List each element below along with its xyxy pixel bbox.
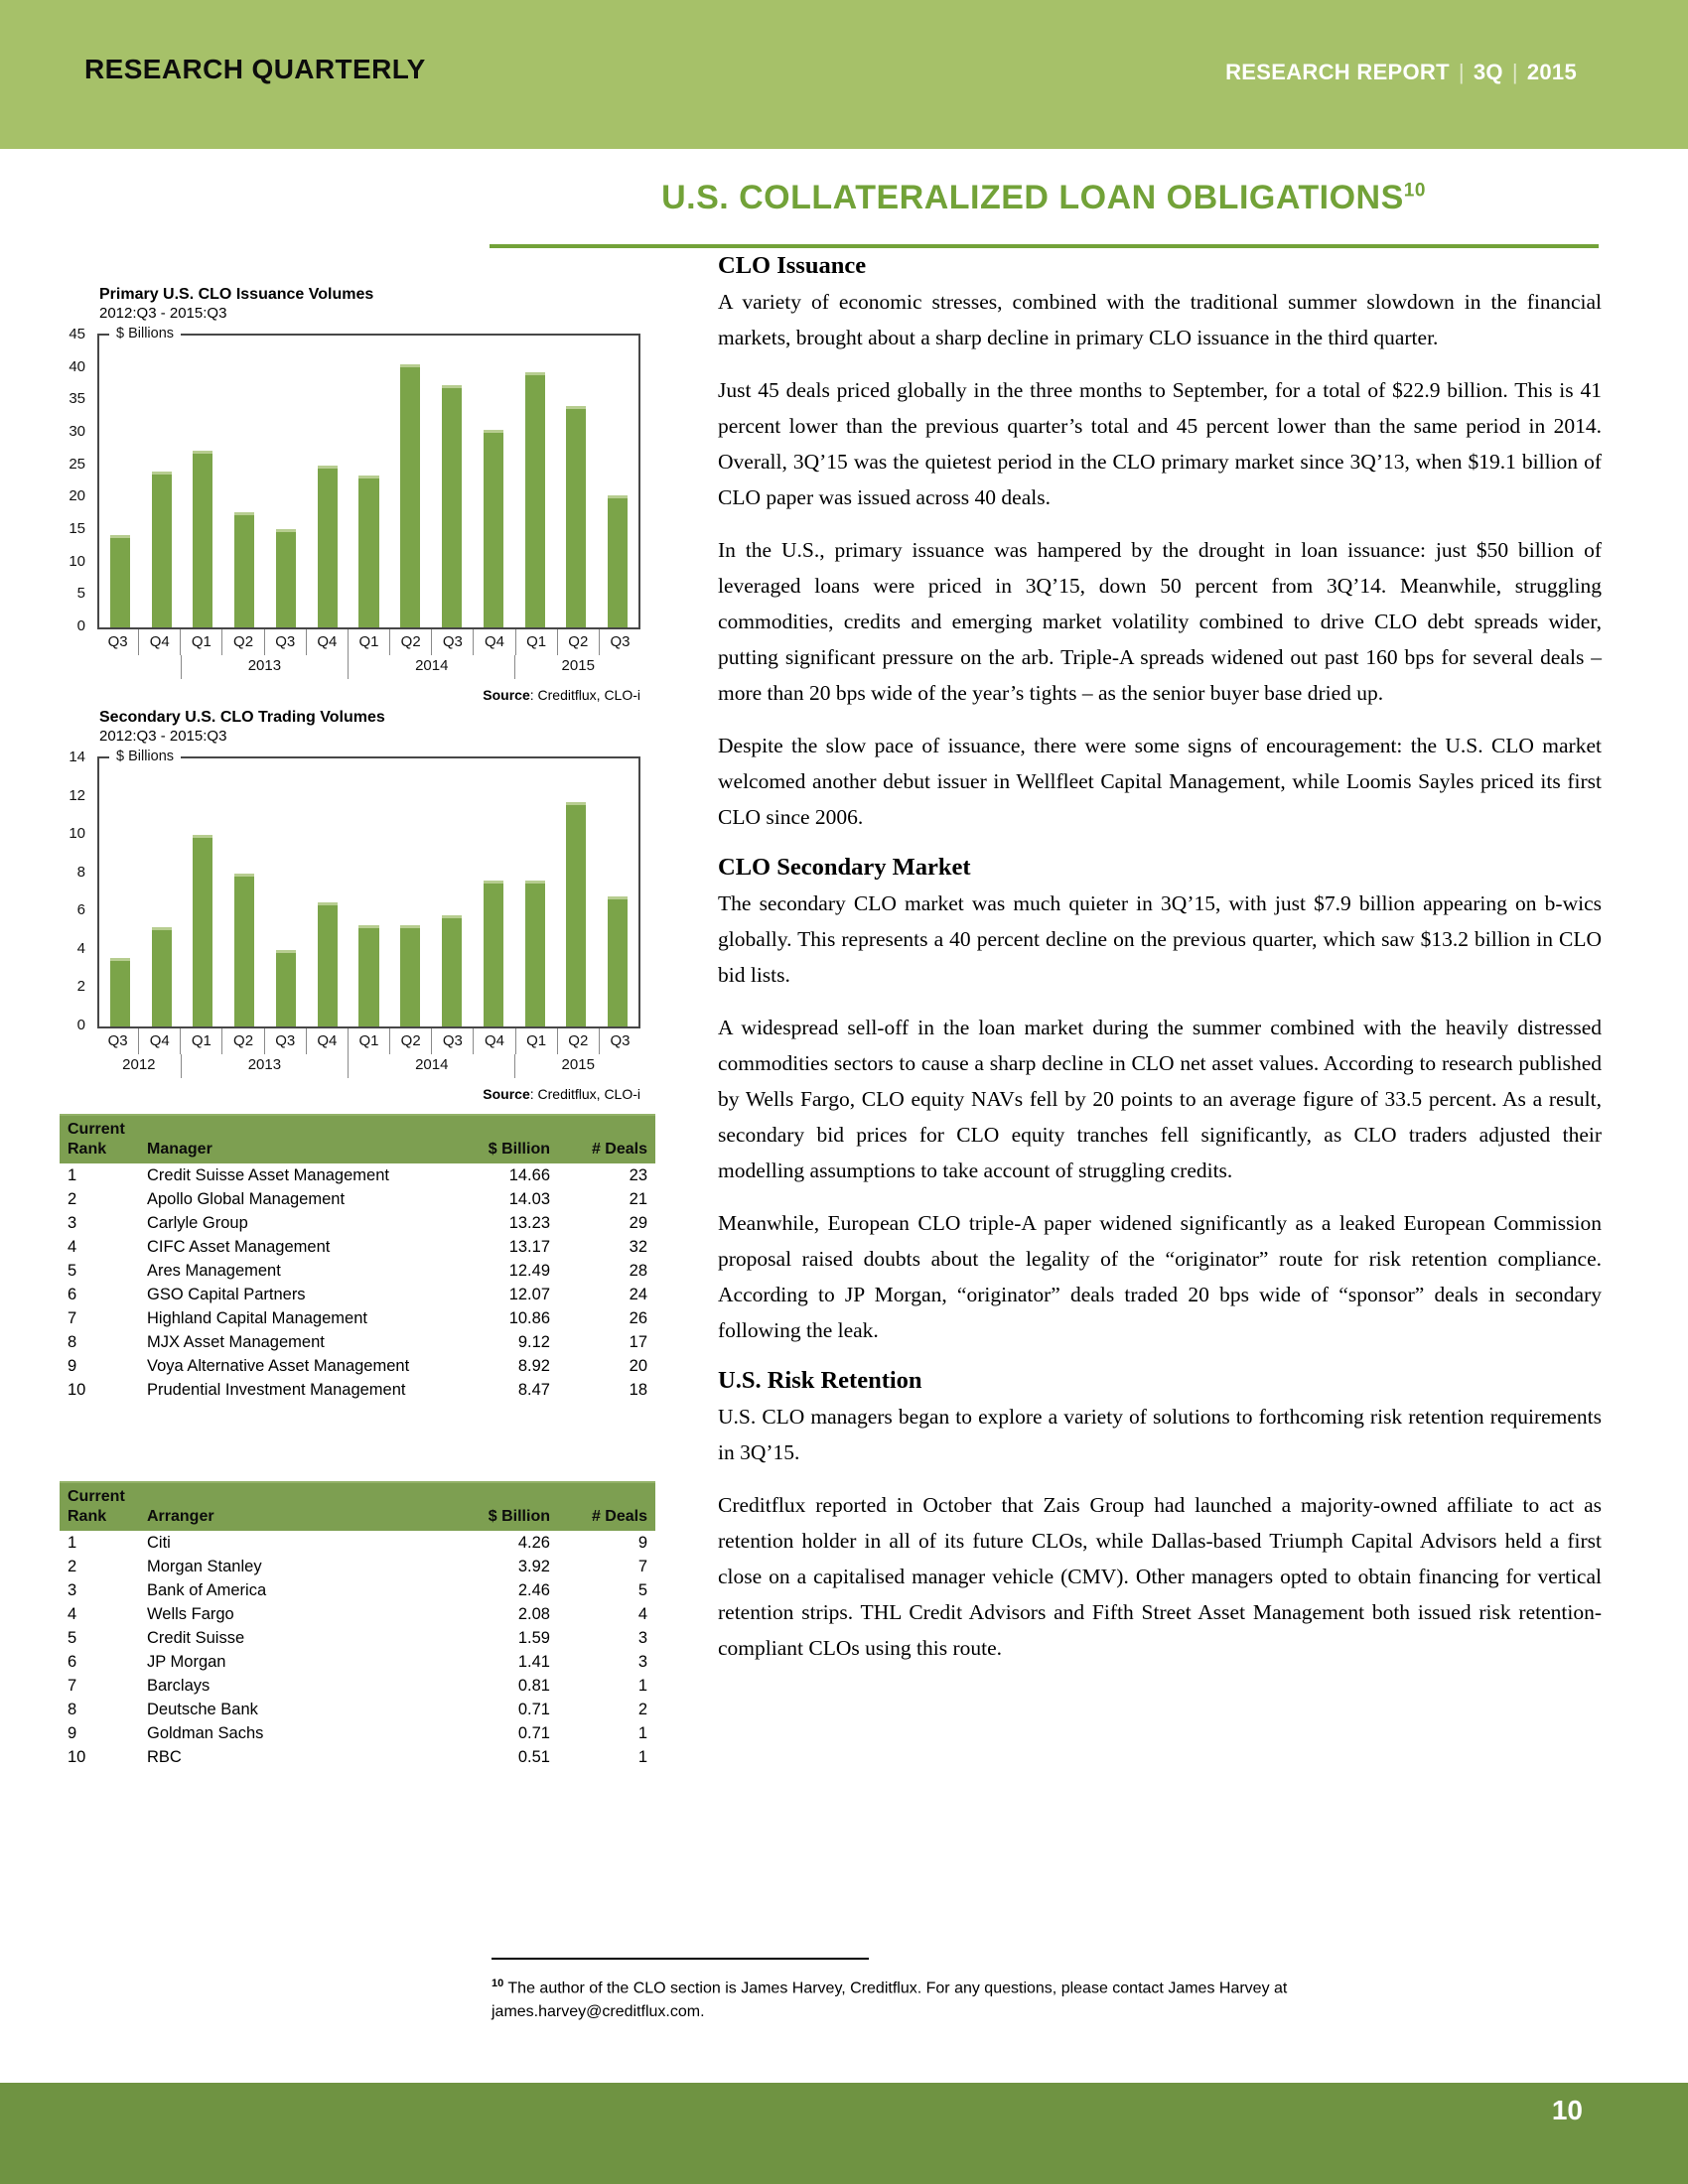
- table-cell: Citi: [147, 1533, 171, 1552]
- footnote-rule: [492, 1958, 869, 1960]
- table-cell: 3: [68, 1580, 77, 1599]
- report-label: RESEARCH REPORT: [1225, 60, 1450, 84]
- x-axis-quarter-label: Q2: [389, 629, 431, 655]
- x-axis-quarters: [97, 629, 640, 655]
- table-cell: 9: [68, 1723, 77, 1742]
- bar-Q1: [358, 476, 378, 627]
- bar-Q3: [276, 529, 296, 627]
- x-axis-quarter-label: Q2: [557, 629, 599, 655]
- x-axis-quarter-label: Q4: [473, 1028, 514, 1054]
- y-axis-tick-label: 5: [76, 585, 85, 603]
- table-header-line1: Current: [68, 1488, 125, 1505]
- body-paragraph: Creditflux reported in October that Zais Group had launched a majority-owned affiliate to act as retention holder in all of its future CLOs, while Dallas-based Triumph Capital Advisors held a first close on a capitalised manager vehicle (CMV). Other managers opted to obtain financing for vertical retention strips. THL Credit Advisors and Fifth Street Asset Management both issued risk retention-compliant CLOs using this route.: [718, 1493, 1602, 1660]
- y-axis-tick-label: 30: [69, 423, 85, 440]
- x-axis-quarter-label: Q2: [557, 1028, 599, 1054]
- x-axis-quarter-label: Q4: [138, 1028, 180, 1054]
- table-body: [60, 1531, 655, 1769]
- table-row: [60, 1163, 655, 1187]
- units-label: $ Billions: [109, 326, 181, 341]
- table-cell: 13.17: [508, 1237, 550, 1256]
- bar-Q3: [608, 495, 628, 627]
- table-row: [60, 1626, 655, 1650]
- table-cell: Deutsche Bank: [147, 1700, 258, 1718]
- y-axis: [52, 749, 91, 1033]
- table-cell: 4: [68, 1604, 77, 1623]
- x-axis-quarter-label: Q3: [431, 1028, 473, 1054]
- footnote-text: [492, 1972, 1331, 2024]
- bar-Q1: [525, 881, 545, 1026]
- table-row: [60, 1283, 655, 1306]
- publication-title: RESEARCH QUARTERLY: [84, 54, 426, 84]
- table-cell: 9: [68, 1356, 77, 1375]
- table-row: [60, 1745, 655, 1769]
- table-cell: 3: [637, 1628, 647, 1647]
- table-row: [60, 1698, 655, 1721]
- plot-wrap: [69, 326, 640, 703]
- x-axis-quarter-label: Q3: [107, 633, 128, 650]
- table-body: [60, 1163, 655, 1402]
- column-header: $ Billion: [488, 1141, 550, 1158]
- table-row: [60, 1578, 655, 1602]
- table-cell: 10.86: [508, 1308, 550, 1327]
- table-cell: Prudential Investment Management: [147, 1380, 406, 1399]
- x-axis-year-label: [97, 655, 181, 679]
- x-axis-years: [97, 655, 640, 679]
- arranger-league-table: [60, 1481, 655, 1769]
- manager-league-table: [60, 1114, 655, 1402]
- table-cell: 8: [68, 1700, 77, 1718]
- x-axis-quarter-label: Q3: [431, 629, 473, 655]
- table-cell: 8.92: [517, 1356, 550, 1375]
- table-cell: 1.59: [517, 1628, 550, 1647]
- table-cell: 12.49: [508, 1261, 550, 1280]
- bar-Q2: [234, 512, 254, 627]
- x-axis-quarter-label: Q2: [221, 629, 263, 655]
- bar-Q4: [484, 881, 503, 1026]
- table-row: [60, 1187, 655, 1211]
- table-cell: 8: [68, 1332, 77, 1351]
- table-cell: 7: [637, 1557, 647, 1575]
- bar-Q3: [110, 958, 130, 1026]
- x-axis-quarter-label: Q2: [221, 1028, 263, 1054]
- x-axis-year-label: 2014: [348, 1054, 514, 1078]
- body-paragraph: Despite the slow pace of issuance, there were some signs of encouragement: the U.S. CLO market welcomed another debut issuer in Wellfleet Capital Management, while Loomis Sayles priced its first CLO since 2006.: [718, 734, 1602, 829]
- body-paragraph: A variety of economic stresses, combined with the traditional summer slowdown in the financial markets, brought about a sharp decline in primary CLO issuance in the third quarter.: [718, 290, 1602, 349]
- primary-issuance-chart: [60, 286, 655, 703]
- bar-Q2: [400, 364, 420, 627]
- table-cell: JP Morgan: [147, 1652, 226, 1671]
- table-cell: 0.51: [517, 1747, 550, 1766]
- bar-Q4: [318, 466, 338, 627]
- y-axis-tick-label: 8: [76, 863, 85, 881]
- plot-area: [69, 326, 640, 634]
- table-cell: 17: [629, 1332, 647, 1351]
- table-cell: 0.81: [517, 1676, 550, 1695]
- y-axis-tick-label: 35: [69, 390, 85, 408]
- table-cell: 13.23: [508, 1213, 550, 1232]
- bar-Q1: [193, 835, 212, 1026]
- table-cell: Credit Suisse Asset Management: [147, 1165, 389, 1184]
- bar-Q4: [152, 927, 172, 1026]
- table-cell: 2: [637, 1700, 647, 1718]
- table-cell: 3: [637, 1652, 647, 1671]
- section-heading: U.S. Risk Retention: [718, 1367, 922, 1394]
- bar-Q3: [608, 896, 628, 1026]
- bar-Q4: [318, 902, 338, 1026]
- x-axis-quarter-label: Q1: [515, 1028, 557, 1054]
- table-cell: 1: [637, 1723, 647, 1742]
- section-heading: CLO Issuance: [718, 252, 867, 279]
- table-cell: 28: [629, 1261, 647, 1280]
- column-header: Rank: [68, 1141, 107, 1158]
- table-row: [60, 1602, 655, 1626]
- source-label: Source: [483, 1086, 530, 1102]
- x-axis-quarter-label: Q1: [348, 629, 389, 655]
- footnote-ref: 10: [492, 1978, 504, 1989]
- table-cell: Morgan Stanley: [147, 1557, 262, 1575]
- report-banner: [1225, 60, 1577, 85]
- y-axis-tick-label: 10: [69, 825, 85, 843]
- page-number: 10: [1551, 2095, 1583, 2125]
- table-header-line1: Current: [68, 1121, 125, 1138]
- x-axis-quarter-label: Q3: [599, 1028, 640, 1054]
- table-cell: 3.92: [517, 1557, 550, 1575]
- source-text: : Creditflux, CLO-i: [529, 687, 640, 703]
- x-axis-year-label: 2015: [514, 1054, 640, 1078]
- x-axis-quarter-label: Q4: [306, 1028, 348, 1054]
- y-axis-tick-label: 25: [69, 455, 85, 473]
- table-cell: 2: [68, 1557, 77, 1575]
- secondary-trading-chart: [60, 709, 655, 1102]
- table-cell: Barclays: [147, 1676, 211, 1695]
- table-cell: 12.07: [508, 1285, 550, 1303]
- table-cell: 0.71: [517, 1723, 550, 1742]
- source-label: Source: [483, 687, 530, 703]
- x-axis-quarters: [97, 1028, 640, 1054]
- table-cell: 9: [637, 1533, 647, 1552]
- units-label: $ Billions: [109, 749, 181, 764]
- header-band: [0, 0, 1688, 149]
- y-axis-tick-label: 10: [69, 552, 85, 570]
- table-cell: 1: [637, 1676, 647, 1695]
- article-body: [718, 250, 1602, 1683]
- table-cell: 5: [68, 1628, 77, 1647]
- table-row: [60, 1211, 655, 1235]
- body-paragraph: Meanwhile, European CLO triple-A paper widened significantly as a leaked European Commission proposal raised doubts about the legality of the “originator” route for risk retention compliance. According to JP Morgan, “originator” deals traded 20 bps wide of “sponsor” deals in secondary following the leak.: [718, 1211, 1602, 1342]
- x-axis-years: [97, 1054, 640, 1078]
- table-cell: 5: [637, 1580, 647, 1599]
- report-year: 2015: [1526, 60, 1577, 84]
- footer-band: [0, 2083, 1688, 2184]
- bar-Q2: [566, 406, 586, 627]
- source-note: [97, 687, 640, 703]
- table-cell: 1: [637, 1747, 647, 1766]
- y-axis: [52, 326, 91, 634]
- table-row: [60, 1330, 655, 1354]
- table-cell: 29: [629, 1213, 647, 1232]
- source-note: [97, 1086, 640, 1102]
- separator: |: [1458, 60, 1465, 84]
- table-cell: 20: [629, 1356, 647, 1375]
- plot-area: [69, 749, 640, 1033]
- table-cell: Goldman Sachs: [147, 1723, 264, 1742]
- table-cell: 10: [68, 1380, 86, 1399]
- table-cell: Voya Alternative Asset Management: [147, 1356, 410, 1375]
- column-header: Arranger: [147, 1508, 214, 1525]
- bar-Q1: [358, 925, 378, 1026]
- table-cell: Bank of America: [147, 1580, 267, 1599]
- chart-subtitle: 2012:Q3 - 2015:Q3: [99, 728, 227, 745]
- x-axis-quarter-label: Q3: [264, 1028, 306, 1054]
- table-cell: 23: [629, 1165, 647, 1184]
- bar-Q1: [193, 451, 212, 627]
- bar-Q3: [442, 915, 462, 1026]
- body-paragraph: Just 45 deals priced globally in the three months to September, for a total of $22.9 billion. This is 41 percent lower than the previous quarter’s total and 45 percent lower than the same period in 2014. Overall, 3Q’15 was the quietest period in the CLO primary market since 3Q’13, when $19.1 billion of CLO paper was issued across 40 deals.: [718, 378, 1602, 509]
- table-cell: 8.47: [517, 1380, 550, 1399]
- table-cell: 7: [68, 1308, 77, 1327]
- x-axis-quarter-label: Q1: [180, 629, 221, 655]
- table-cell: 26: [629, 1308, 647, 1327]
- table-cell: 6: [68, 1285, 77, 1303]
- table-row: [60, 1306, 655, 1330]
- table-cell: Credit Suisse: [147, 1628, 245, 1647]
- separator: |: [1511, 60, 1518, 84]
- table-header: [60, 1114, 655, 1163]
- table-row: [60, 1674, 655, 1698]
- table-cell: 0.71: [517, 1700, 550, 1718]
- body-paragraph: The secondary CLO market was much quieter in 3Q’15, with just $7.9 billion appearing on b-wics globally. This represents a 40 percent decline on the previous quarter, which saw $13.2 billion in CLO bid lists.: [718, 891, 1602, 987]
- bar-Q3: [110, 535, 130, 627]
- body-paragraph: A widespread sell-off in the loan market during the summer combined with the heavily distressed commodities sectors to cause a sharp decline in CLO net asset values. According to research published by Wells Fargo, CLO equity NAVs fell by 20 points to an average figure of 33.5 percent. As a result, secondary bid prices for CLO equity tranches fell significantly, as CLO traders adjusted their modelling assumptions to take account of struggling credits.: [718, 1016, 1602, 1182]
- x-axis-quarter-label: Q2: [389, 1028, 431, 1054]
- x-axis-quarter-label: Q4: [306, 629, 348, 655]
- x-axis-quarter-label: Q1: [348, 1028, 389, 1054]
- table-cell: CIFC Asset Management: [147, 1237, 331, 1256]
- x-axis-quarter-label: Q3: [264, 629, 306, 655]
- y-axis-tick-label: 14: [69, 749, 85, 765]
- table-row: [60, 1721, 655, 1745]
- x-axis-year-label: 2014: [348, 655, 514, 679]
- table-header-columns: [60, 1139, 655, 1160]
- table-cell: 1.41: [517, 1652, 550, 1671]
- footnote-body: The author of the CLO section is James Harvey, Creditflux. For any questions, please contact James Harvey at james.harvey@creditflux.com.: [492, 1979, 1288, 2021]
- footnote: [492, 1958, 1331, 2024]
- table-cell: 2.08: [517, 1604, 550, 1623]
- column-header: Rank: [68, 1508, 107, 1525]
- x-axis-year-label: 2013: [181, 655, 348, 679]
- table-cell: Carlyle Group: [147, 1213, 248, 1232]
- table-cell: 4: [637, 1604, 647, 1623]
- y-axis-tick-label: 40: [69, 357, 85, 375]
- table-cell: 9.12: [517, 1332, 550, 1351]
- body-paragraph: U.S. CLO managers began to explore a variety of solutions to forthcoming risk retention requirements in 3Q’15.: [718, 1405, 1602, 1464]
- y-axis-tick-label: 4: [76, 939, 85, 957]
- table-cell: 32: [629, 1237, 647, 1256]
- table-header-columns: [60, 1506, 655, 1528]
- x-axis-year-label: 2013: [181, 1054, 348, 1078]
- table-cell: 3: [68, 1213, 77, 1232]
- x-axis-quarter-label: Q1: [515, 629, 557, 655]
- bar-Q3: [442, 385, 462, 627]
- table-cell: 1: [68, 1165, 77, 1184]
- y-axis-tick-label: 6: [76, 901, 85, 919]
- y-axis-tick-label: 15: [69, 520, 85, 537]
- table-cell: 7: [68, 1676, 77, 1695]
- x-axis-quarter-label: Q4: [473, 629, 514, 655]
- table-row: [60, 1235, 655, 1259]
- y-axis-tick-label: 0: [76, 617, 85, 634]
- table-cell: 4.26: [517, 1533, 550, 1552]
- bar-Q4: [484, 430, 503, 627]
- table-cell: 18: [629, 1380, 647, 1399]
- table-cell: 5: [68, 1261, 77, 1280]
- table-cell: 6: [68, 1652, 77, 1671]
- chart-subtitle: 2012:Q3 - 2015:Q3: [99, 305, 227, 322]
- section-heading: CLO Secondary Market: [718, 854, 971, 881]
- table-cell: GSO Capital Partners: [147, 1285, 306, 1303]
- column-header: # Deals: [591, 1141, 647, 1158]
- bar-Q2: [234, 874, 254, 1026]
- table-row: [60, 1555, 655, 1578]
- table-cell: MJX Asset Management: [147, 1332, 325, 1351]
- table-cell: RBC: [147, 1747, 182, 1766]
- table-cell: 1: [68, 1533, 77, 1552]
- table-cell: 4: [68, 1237, 77, 1256]
- column-header: # Deals: [591, 1508, 647, 1525]
- y-axis-tick-label: 20: [69, 487, 85, 505]
- table-cell: 24: [629, 1285, 647, 1303]
- y-axis-tick-label: 0: [76, 1017, 85, 1033]
- page-title-text: U.S. COLLATERALIZED LOAN OBLIGATIONS: [661, 179, 1404, 216]
- bar-Q1: [525, 372, 545, 627]
- bar-Q2: [400, 925, 420, 1026]
- table-cell: Apollo Global Management: [147, 1189, 346, 1208]
- table-cell: 21: [629, 1189, 647, 1208]
- bar-Q2: [566, 802, 586, 1026]
- table-cell: Highland Capital Management: [147, 1308, 367, 1327]
- x-axis-year-label: 2012: [122, 1056, 156, 1073]
- plot-wrap: [69, 749, 640, 1102]
- table-cell: Ares Management: [147, 1261, 281, 1280]
- x-axis-quarter-label: Q4: [138, 629, 180, 655]
- x-axis-quarter-label: Q3: [107, 1032, 128, 1049]
- table-cell: 14.66: [508, 1165, 550, 1184]
- table-cell: 10: [68, 1747, 86, 1766]
- title-underline: [490, 244, 1599, 248]
- source-text: : Creditflux, CLO-i: [529, 1086, 640, 1102]
- report-quarter: 3Q: [1473, 60, 1503, 84]
- table-cell: 2.46: [517, 1580, 550, 1599]
- y-axis-tick-label: 45: [69, 326, 85, 342]
- x-axis-year-label: 2015: [514, 655, 640, 679]
- y-axis-tick-label: 12: [69, 786, 85, 804]
- chart-title: Primary U.S. CLO Issuance Volumes: [99, 286, 374, 303]
- table-row: [60, 1259, 655, 1283]
- table-cell: 2: [68, 1189, 77, 1208]
- table-cell: 14.03: [508, 1189, 550, 1208]
- table-cell: Wells Fargo: [147, 1604, 234, 1623]
- table-row: [60, 1354, 655, 1378]
- page-title: [487, 179, 1601, 217]
- x-axis-quarter-label: Q3: [599, 629, 640, 655]
- column-header: Manager: [147, 1141, 212, 1158]
- table-header: [60, 1481, 655, 1531]
- x-axis-quarter-label: Q1: [180, 1028, 221, 1054]
- bar-Q3: [276, 950, 296, 1026]
- title-footnote-ref: 10: [1403, 180, 1426, 202]
- table-row: [60, 1378, 655, 1402]
- y-axis-tick-label: 2: [76, 978, 85, 996]
- body-paragraph: In the U.S., primary issuance was hampered by the drought in loan issuance: just $50 billion of leveraged loans were priced in 3Q’15, down 50 percent from 3Q’14. Meanwhile, struggling commodities, credits and emerging market volatility combined to drive CLO debt spreads wider, putting significant pressure on the arb. Triple-A spreads widened out past 160 bps for several deals – more than 20 bps wide of the year’s tights – as the senior buyer base dried up.: [718, 538, 1602, 705]
- table-row: [60, 1650, 655, 1674]
- table-row: [60, 1531, 655, 1555]
- chart-title: Secondary U.S. CLO Trading Volumes: [99, 709, 385, 726]
- column-header: $ Billion: [488, 1508, 550, 1525]
- bar-Q4: [152, 472, 172, 627]
